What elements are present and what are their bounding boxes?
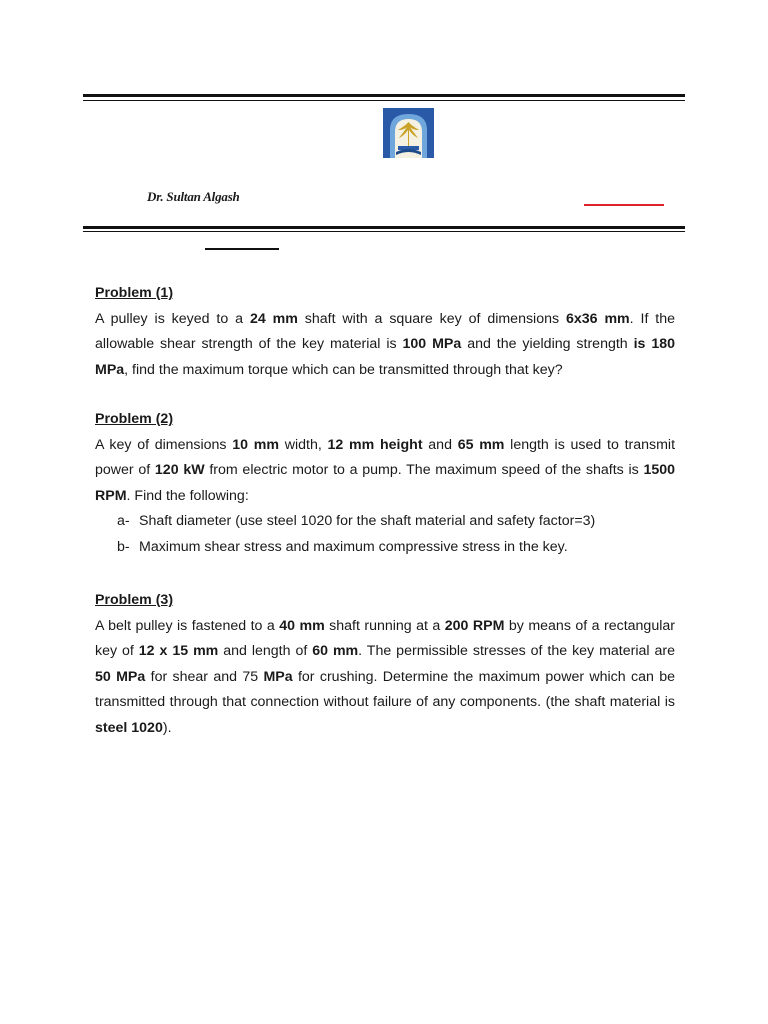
problem-text <box>95 307 675 384</box>
text-run: by means of a rectangular key of <box>95 617 675 660</box>
header-rule-top <box>83 94 685 97</box>
emphasized-value: 65 mm <box>457 436 505 453</box>
text-run: length is used to transmit power of <box>95 436 676 479</box>
sub-question-text: Shaft diameter (use steel 1020 for the shaft material and safety factor=3) <box>139 513 596 530</box>
emphasized-value: 100 MPa <box>402 336 462 353</box>
emphasized-value: 24 mm <box>249 310 298 327</box>
emphasized-value: 120 kW <box>154 462 205 479</box>
sub-question-marker: b- <box>117 538 130 555</box>
text-run: width, <box>279 436 328 453</box>
emphasized-value: 50 MPa <box>95 668 146 685</box>
text-run: for shear and 75 <box>145 668 264 685</box>
author-name: Dr. Sultan Algash <box>147 189 240 204</box>
text-run: . If the allowable shear strength of the key material is <box>95 310 676 353</box>
problem-heading: Problem (1) <box>95 285 174 301</box>
emphasized-value: steel 1020 <box>95 719 163 736</box>
sub-question-item <box>95 509 675 535</box>
text-run: and the yielding strength <box>461 336 634 353</box>
text-run: shaft with a square key of dimensions <box>297 310 566 327</box>
problem-text <box>95 614 675 742</box>
text-run: . The permissible stresses of the key material are <box>358 643 675 660</box>
text-run: for crushing. Determine the maximum power which can be transmitted through that connection without failure of any components. (the shaft material is <box>95 668 675 711</box>
problem-1 <box>95 281 675 383</box>
emphasized-value: 10 mm <box>232 436 280 453</box>
text-run: . Find the following: <box>126 487 249 504</box>
text-run: shaft running at a <box>324 617 445 634</box>
problem-3 <box>95 588 675 742</box>
sub-question-list <box>95 509 675 560</box>
problem-text <box>95 433 675 510</box>
text-run: A pulley is keyed to a <box>95 310 250 327</box>
text-run: and <box>422 436 458 453</box>
text-run: and length of <box>218 643 313 660</box>
header-rule-bottom <box>83 226 685 229</box>
problem-2 <box>95 407 675 561</box>
problem-heading: Problem (3) <box>95 592 174 608</box>
university-emblem-icon <box>383 108 434 158</box>
emphasized-value: MPa <box>263 668 293 685</box>
text-run: from electric motor to a pump. The maximum speed of the shafts is <box>204 462 644 479</box>
emphasized-value: 12 x 15 mm <box>138 643 219 660</box>
short-underline <box>205 248 279 250</box>
emphasized-value: 200 RPM <box>444 617 505 634</box>
emphasized-value: 60 mm <box>312 643 359 660</box>
emphasized-value: 6x36 mm <box>565 310 630 327</box>
text-run: A belt pulley is fastened to a <box>95 617 280 634</box>
emphasized-value: is 180 MPa <box>95 336 676 378</box>
sub-question-item <box>95 535 675 561</box>
text-run: , find the maximum torque which can be transmitted through that key? <box>124 361 563 378</box>
text-run: A key of dimensions <box>95 436 233 453</box>
sub-question-marker: a- <box>117 513 130 530</box>
problem-heading: Problem (2) <box>95 411 174 427</box>
emphasized-value: 40 mm <box>279 617 325 634</box>
header-rule-top-thin <box>83 100 685 101</box>
emphasized-value: 12 mm height <box>327 436 423 453</box>
sub-question-text: Maximum shear stress and maximum compressive stress in the key. <box>139 538 568 555</box>
text-run: ). <box>162 719 172 736</box>
header-rule-bottom-thin <box>83 231 685 232</box>
emphasized-value: 1500 RPM <box>95 462 675 504</box>
red-accent-line <box>584 204 664 206</box>
